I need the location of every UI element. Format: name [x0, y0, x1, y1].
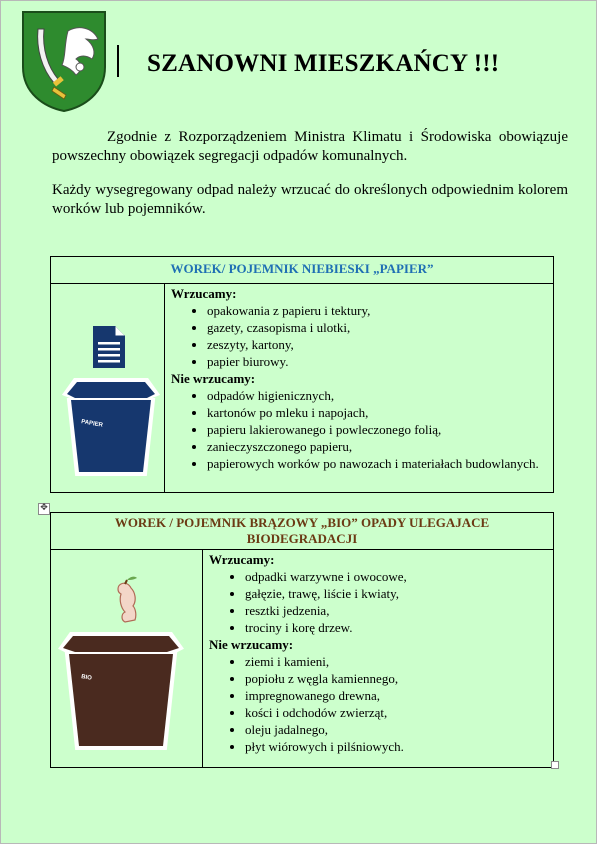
paper-bin-label: PAPIER	[80, 419, 104, 429]
paper-forbidden-heading: Nie wrzucamy:	[171, 371, 256, 386]
bio-forbidden-item: kości i odchodów zwierząt,	[239, 704, 549, 721]
bio-bin-image-cell	[51, 550, 203, 768]
paper-bin-image-cell	[51, 284, 165, 493]
blue-bin-icon	[65, 380, 157, 474]
bio-allowed-heading: Wrzucamy:	[209, 552, 275, 567]
paper-forbidden-list	[171, 387, 549, 472]
paper-bin-lists	[165, 284, 554, 493]
paper-forbidden-item: papierowych worków po nawozach i materiałach budowlanych.	[201, 455, 549, 472]
title-divider	[117, 45, 119, 77]
paper-forbidden-item: kartonów po mleku i napojach,	[201, 404, 549, 421]
paper-forbidden-item: zanieczyszczonego papieru,	[201, 438, 549, 455]
paper-allowed-item: opakowania z papieru i tektury,	[201, 302, 549, 319]
bio-forbidden-heading: Nie wrzucamy:	[209, 637, 294, 652]
bio-bin-lists	[203, 550, 554, 768]
bio-allowed-item: trociny i korę drzew.	[239, 619, 549, 636]
paper-forbidden-item: papieru lakierowanego i powleczonego folią,	[201, 421, 549, 438]
paper-forbidden-item: odpadów higienicznych,	[201, 387, 549, 404]
table-move-handle[interactable]: ✥	[38, 503, 50, 515]
bio-bin-illustration	[51, 550, 202, 762]
bio-forbidden-list	[209, 653, 549, 755]
bio-bin-label: BIO	[80, 674, 93, 682]
apple-core-icon	[118, 577, 137, 622]
bio-bin-heading: WOREK / POJEMNIK BRĄZOWY „BIO” OPADY ULEGAJACE BIODEGRADACJI	[51, 513, 554, 550]
paper-bin-table	[50, 256, 554, 493]
paper-allowed-list	[171, 302, 549, 370]
coat-of-arms-icon	[20, 9, 108, 113]
intro-paragraph-1: Zgodnie z Rozporządzeniem Ministra Klimatu i Środowiska obowiązuje powszechny obowiązek segregacji odpadów komunalnych.	[52, 129, 568, 164]
bio-forbidden-item: płyt wiórowych i pilśniowych.	[239, 738, 549, 755]
paper-bin-illustration	[51, 284, 164, 487]
paper-allowed-item: papier biurowy.	[201, 353, 549, 370]
bio-forbidden-item: ziemi i kamieni,	[239, 653, 549, 670]
table-resize-handle[interactable]	[551, 761, 559, 769]
page-title: SZANOWNI MIESZKAŃCY !!!	[147, 50, 500, 77]
paper-bin-heading: WOREK/ POJEMNIK NIEBIESKI „PAPIER”	[51, 257, 554, 284]
bio-forbidden-item: popiołu z węgla kamiennego,	[239, 670, 549, 687]
bio-allowed-item: odpadki warzywne i owocowe,	[239, 568, 549, 585]
bio-allowed-list	[209, 568, 549, 636]
document-icon	[93, 326, 125, 368]
bio-forbidden-item: impregnowanego drewna,	[239, 687, 549, 704]
bio-forbidden-item: oleju jadalnego,	[239, 721, 549, 738]
brown-bin-icon	[61, 634, 181, 748]
bio-allowed-item: resztki jedzenia,	[239, 602, 549, 619]
bio-allowed-item: gałęzie, trawę, liście i kwiaty,	[239, 585, 549, 602]
paper-allowed-item: zeszyty, kartony,	[201, 336, 549, 353]
paper-allowed-item: gazety, czasopisma i ulotki,	[201, 319, 549, 336]
paper-allowed-heading: Wrzucamy:	[171, 286, 237, 301]
bio-bin-table	[50, 512, 554, 768]
intro-paragraph-2: Każdy wysegregowany odpad należy wrzucać do określonych odpowiednim kolorem worków lub pojemników.	[52, 182, 568, 217]
